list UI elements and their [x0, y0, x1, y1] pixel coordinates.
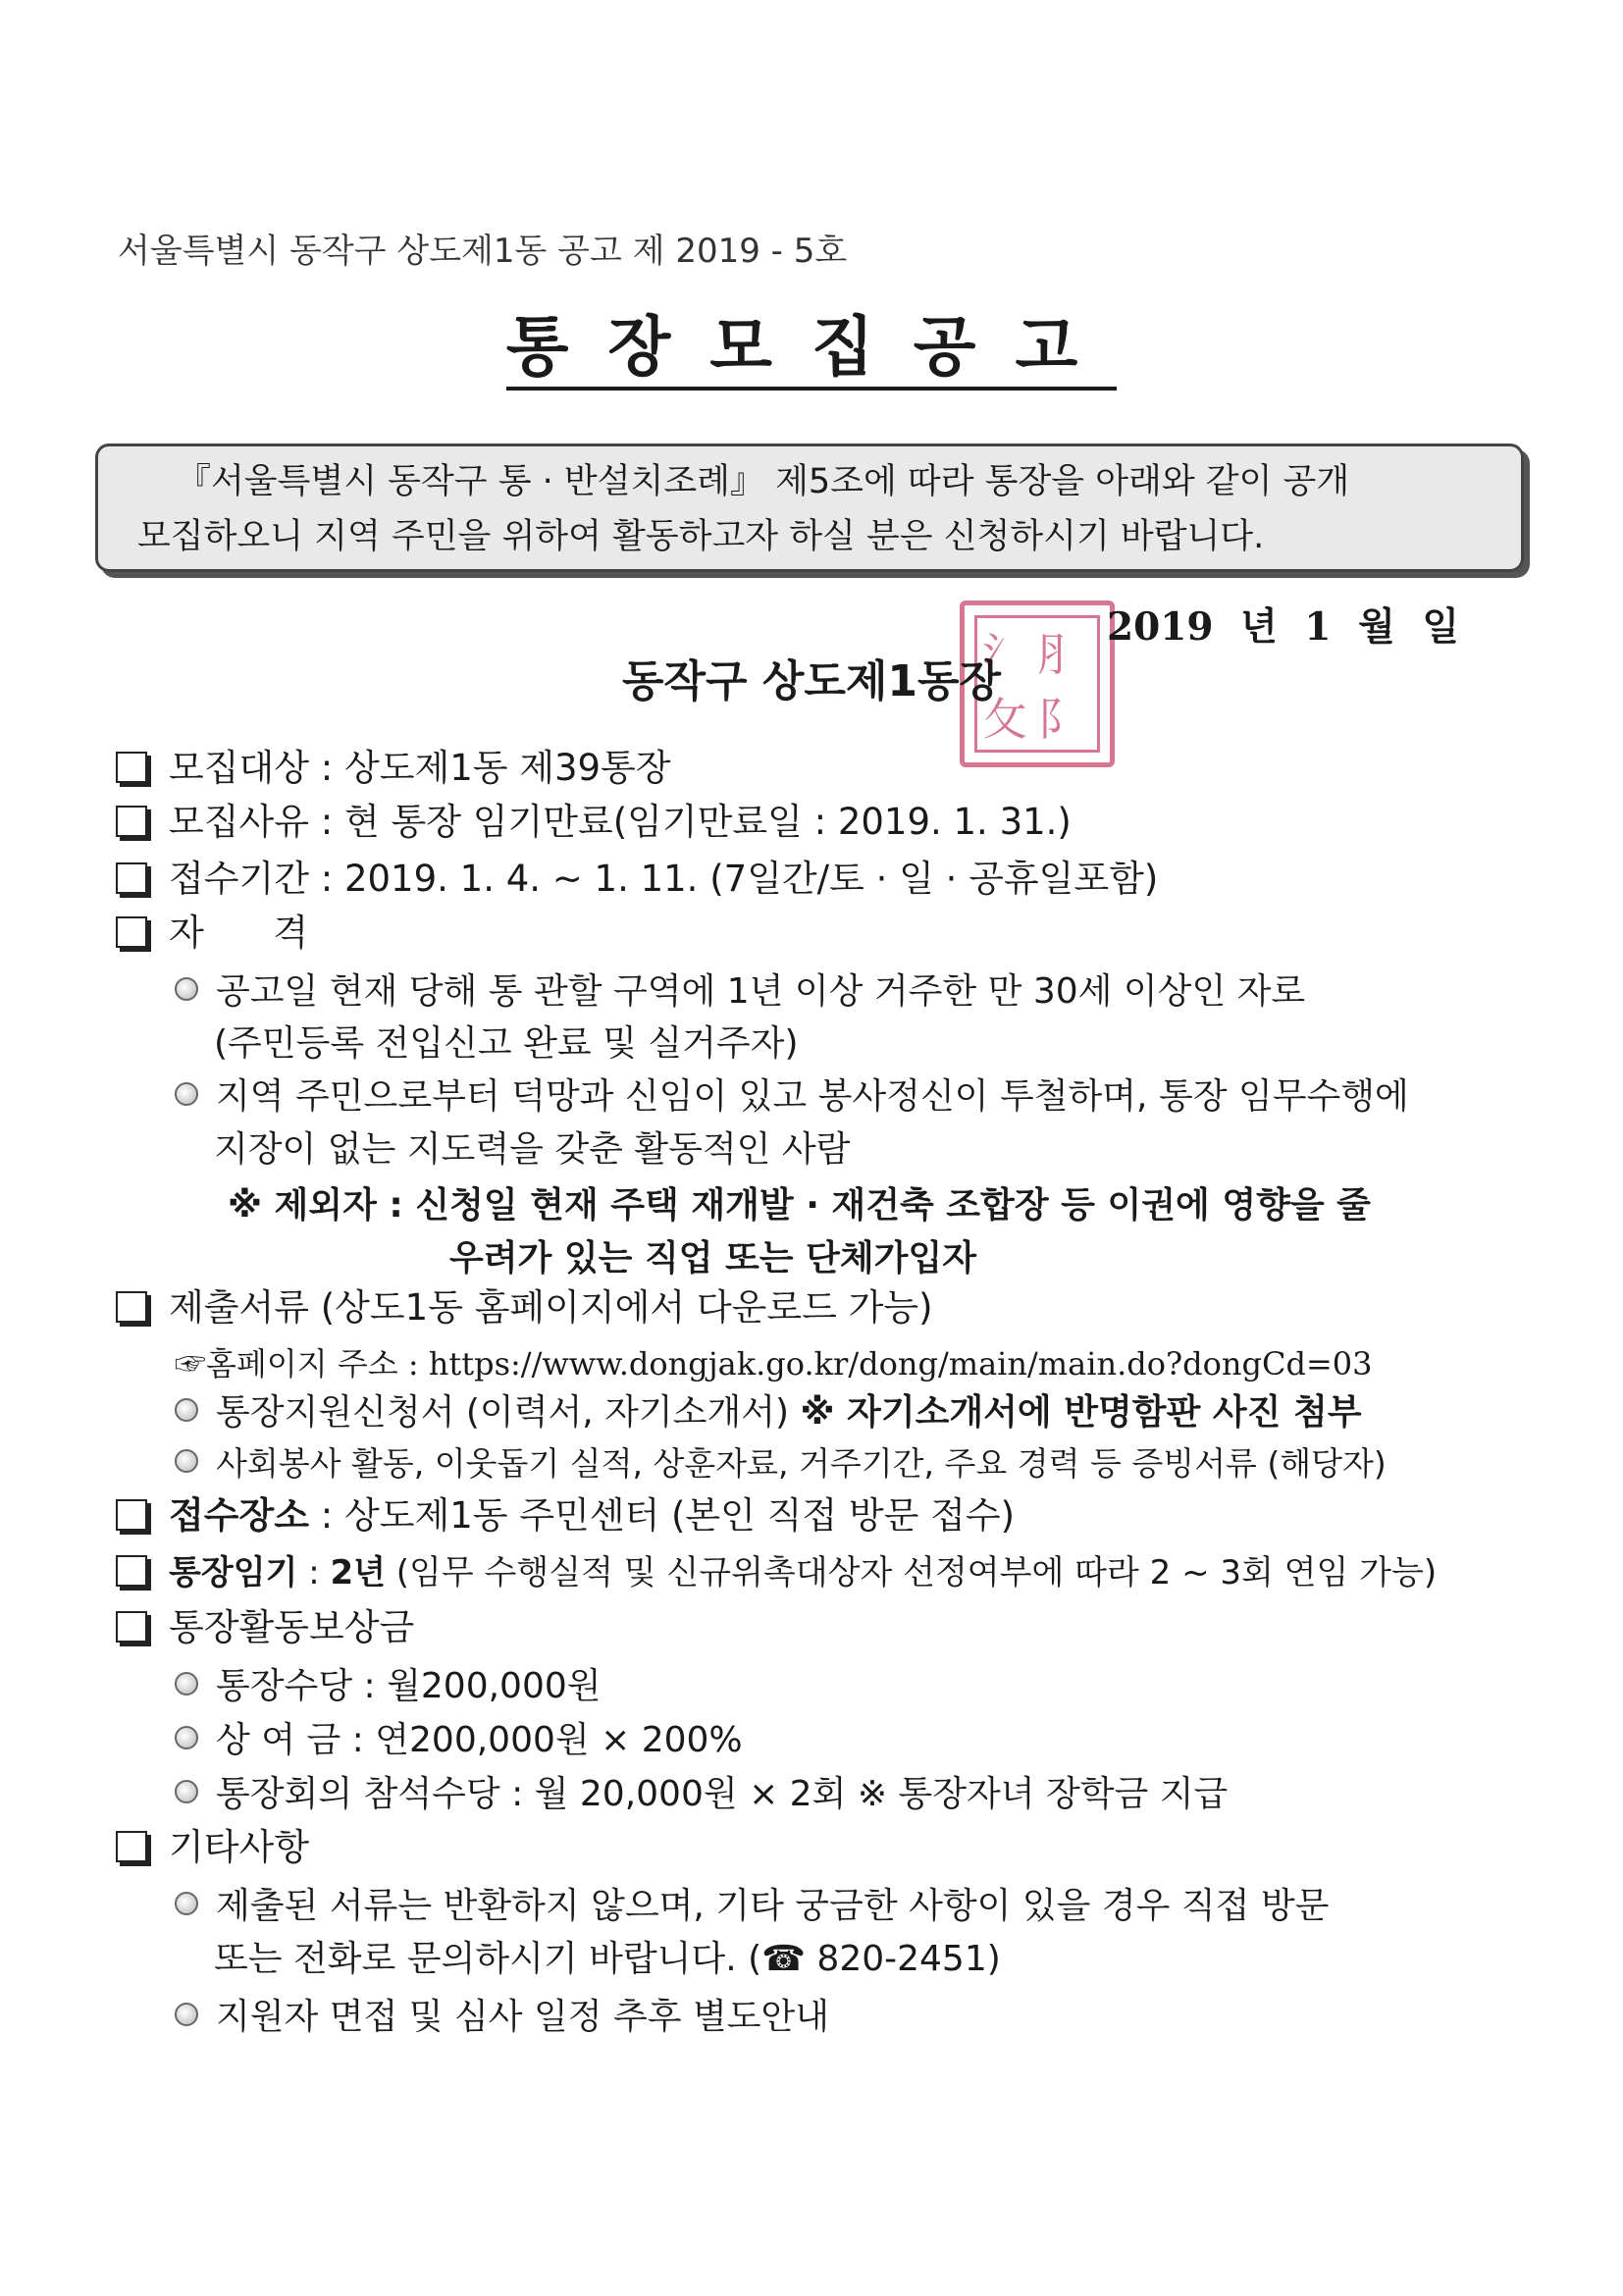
- documents-item-2: [175, 1438, 1387, 1489]
- page-title-text: 통장모집공고: [506, 309, 1118, 391]
- section-label: 통장활동보상금: [169, 1606, 415, 1648]
- section-label: 통장임기: [169, 1553, 298, 1592]
- reward-item-3: [175, 1769, 1228, 1820]
- bullet-icon: [175, 1449, 198, 1473]
- section-label: 접수장소: [169, 1494, 309, 1537]
- section-label: 제출서류 (상도1동 홈페이지에서 다운로드 가능): [169, 1286, 933, 1329]
- bullet-icon: [175, 1082, 198, 1106]
- section-place: 접수장소 : 상도제1동 주민센터 (본인 직접 방문 접수): [116, 1491, 1015, 1540]
- seal-mark: ⺼: [1037, 628, 1082, 681]
- bullet-icon: [175, 1672, 198, 1696]
- section-value: 2019. 1. 4. ~ 1. 11.: [343, 858, 699, 900]
- bullet-text: 통장지원신청서 (이력서, 자기소개서): [216, 1392, 790, 1433]
- intro-line-2: 모집하오니 지역 주민을 위하여 활동하고자 하실 분은 신청하시기 바랍니다.: [137, 517, 1265, 556]
- bullet-text: 지역 주민으로부터 덕망과 신임이 있고 봉사정신이 투철하며, 통장 임무수행에: [216, 1076, 1409, 1117]
- bullet-text: 상 여 금 : 연200,000원 × 200%: [216, 1720, 743, 1760]
- bullet-text: 통장수당 : 월200,000원: [216, 1666, 602, 1706]
- document-number: 서울특별시 동작구 상도제1동 공고 제 2019 - 5호: [118, 232, 848, 271]
- section-label: 접수기간: [169, 858, 309, 900]
- seal-mark: ⺡: [982, 628, 1027, 681]
- section-label: 자 격: [169, 912, 309, 954]
- section-note: (7일간/토 · 일 · 공휴일포함): [709, 858, 1159, 900]
- reward-item-1: [175, 1661, 602, 1712]
- bullet-text: 공고일 현재 당해 통 관할 구역에 1년 이상 거주한 만 30세 이상인 자로: [216, 971, 1306, 1012]
- etc-item-2: [175, 1992, 829, 2043]
- section-note: (임기만료일 : 2019. 1. 31.): [612, 801, 1072, 843]
- section-value: 상도제1동 주민센터 (본인 직접 방문 접수): [343, 1494, 1016, 1537]
- homepage-address: ☞홈페이지 주소 : https://www.dongjak.go.kr/dong/main/main.do?dongCd=03: [175, 1345, 1373, 1383]
- section-value: 2년: [330, 1553, 386, 1592]
- qualification-item-1-cont: (주민등록 전입신고 완료 및 실거주자): [214, 1023, 799, 1064]
- section-value: 현 통장 임기만료: [343, 801, 613, 843]
- section-qualification: [116, 909, 308, 958]
- checkbox-icon: [116, 806, 147, 837]
- seal-mark: ⺙: [982, 693, 1027, 746]
- reward-item-2: [175, 1715, 743, 1766]
- bullet-note: ※ 자기소개서에 반명함판 사진 첨부: [800, 1392, 1362, 1433]
- section-value: 상도제1동 제39통장: [343, 747, 671, 789]
- issuer-name: 동작구 상도제1동장: [622, 656, 1001, 706]
- section-period: 접수기간 : 2019. 1. 4. ~ 1. 11. (7일간/토 · 일 · 공휴일포함): [116, 855, 1158, 904]
- announcement-date: 2019 년 1 월 일: [1107, 604, 1460, 650]
- qualification-item-2: [175, 1071, 1409, 1122]
- checkbox-icon: [116, 1291, 147, 1323]
- bullet-icon: [175, 1398, 198, 1422]
- section-reason: 모집사유 : 현 통장 임기만료(임기만료일 : 2019. 1. 31.): [116, 798, 1072, 847]
- section-reward: [116, 1603, 414, 1652]
- etc-item-1-cont: 또는 전화로 문의하시기 바랍니다. (☎ 820-2451): [214, 1939, 1001, 1979]
- section-note: (임무 수행실적 및 신규위촉대상자 선정여부에 따라 2 ~ 3회 연임 가능): [395, 1553, 1438, 1592]
- checkbox-icon: [116, 1499, 147, 1531]
- section-etc: [116, 1823, 309, 1872]
- bullet-icon: [175, 1726, 198, 1749]
- etc-item-1: [175, 1881, 1329, 1932]
- bullet-text: 통장회의 참석수당 : 월 20,000원 × 2회: [216, 1774, 847, 1814]
- checkbox-icon: [116, 752, 147, 783]
- section-term: 통장임기 : 2년 (임무 수행실적 및 신규위촉대상자 선정여부에 따라 2 ~ 3회 연임 가능): [116, 1548, 1437, 1597]
- bullet-icon: [175, 1892, 198, 1915]
- checkbox-icon: [116, 916, 147, 948]
- bullet-icon: [175, 2003, 198, 2026]
- section-documents: [116, 1283, 933, 1332]
- section-label: 모집사유: [169, 801, 309, 843]
- checkbox-icon: [116, 1555, 147, 1587]
- bullet-text: 사회봉사 활동, 이웃돕기 실적, 상훈자료, 거주기간, 주요 경력 등 증빙서류 (해당자): [216, 1444, 1387, 1483]
- qualification-item-1: [175, 966, 1305, 1018]
- page-title: [0, 294, 1623, 388]
- exclusion-note: ※ 제외자 : 신청일 현재 주택 재개발 · 재건축 조합장 등 이권에 영향을 줄: [228, 1185, 1371, 1226]
- intro-line-1: 『서울특별시 동작구 통 · 반설치조례』 제5조에 따라 통장을 아래와 같이 공개: [177, 462, 1350, 501]
- bullet-icon: [175, 977, 198, 1001]
- exclusion-note-cont: 우려가 있는 직업 또는 단체가입자: [449, 1238, 976, 1278]
- section-label: 모집대상: [169, 747, 309, 789]
- intro-box: [95, 444, 1524, 572]
- checkbox-icon: [116, 1611, 147, 1643]
- bullet-text: 제출된 서류는 반환하지 않으며, 기타 궁금한 사항이 있을 경우 직접 방문: [216, 1886, 1330, 1926]
- qualification-item-2-cont: 지장이 없는 지도력을 갖춘 활동적인 사람: [214, 1129, 851, 1170]
- bullet-icon: [175, 1780, 198, 1803]
- seal-mark: ⻖: [1037, 693, 1082, 746]
- section-target: 모집대상 : 상도제1동 제39통장: [116, 744, 671, 793]
- section-label: 기타사항: [169, 1826, 309, 1868]
- checkbox-icon: [116, 862, 147, 894]
- documents-item-1: [175, 1387, 1362, 1438]
- checkbox-icon: [116, 1831, 147, 1862]
- bullet-text: 지원자 면접 및 심사 일정 추후 별도안내: [216, 1997, 830, 2037]
- bullet-note: ※ 통장자녀 장학금 지급: [857, 1774, 1229, 1814]
